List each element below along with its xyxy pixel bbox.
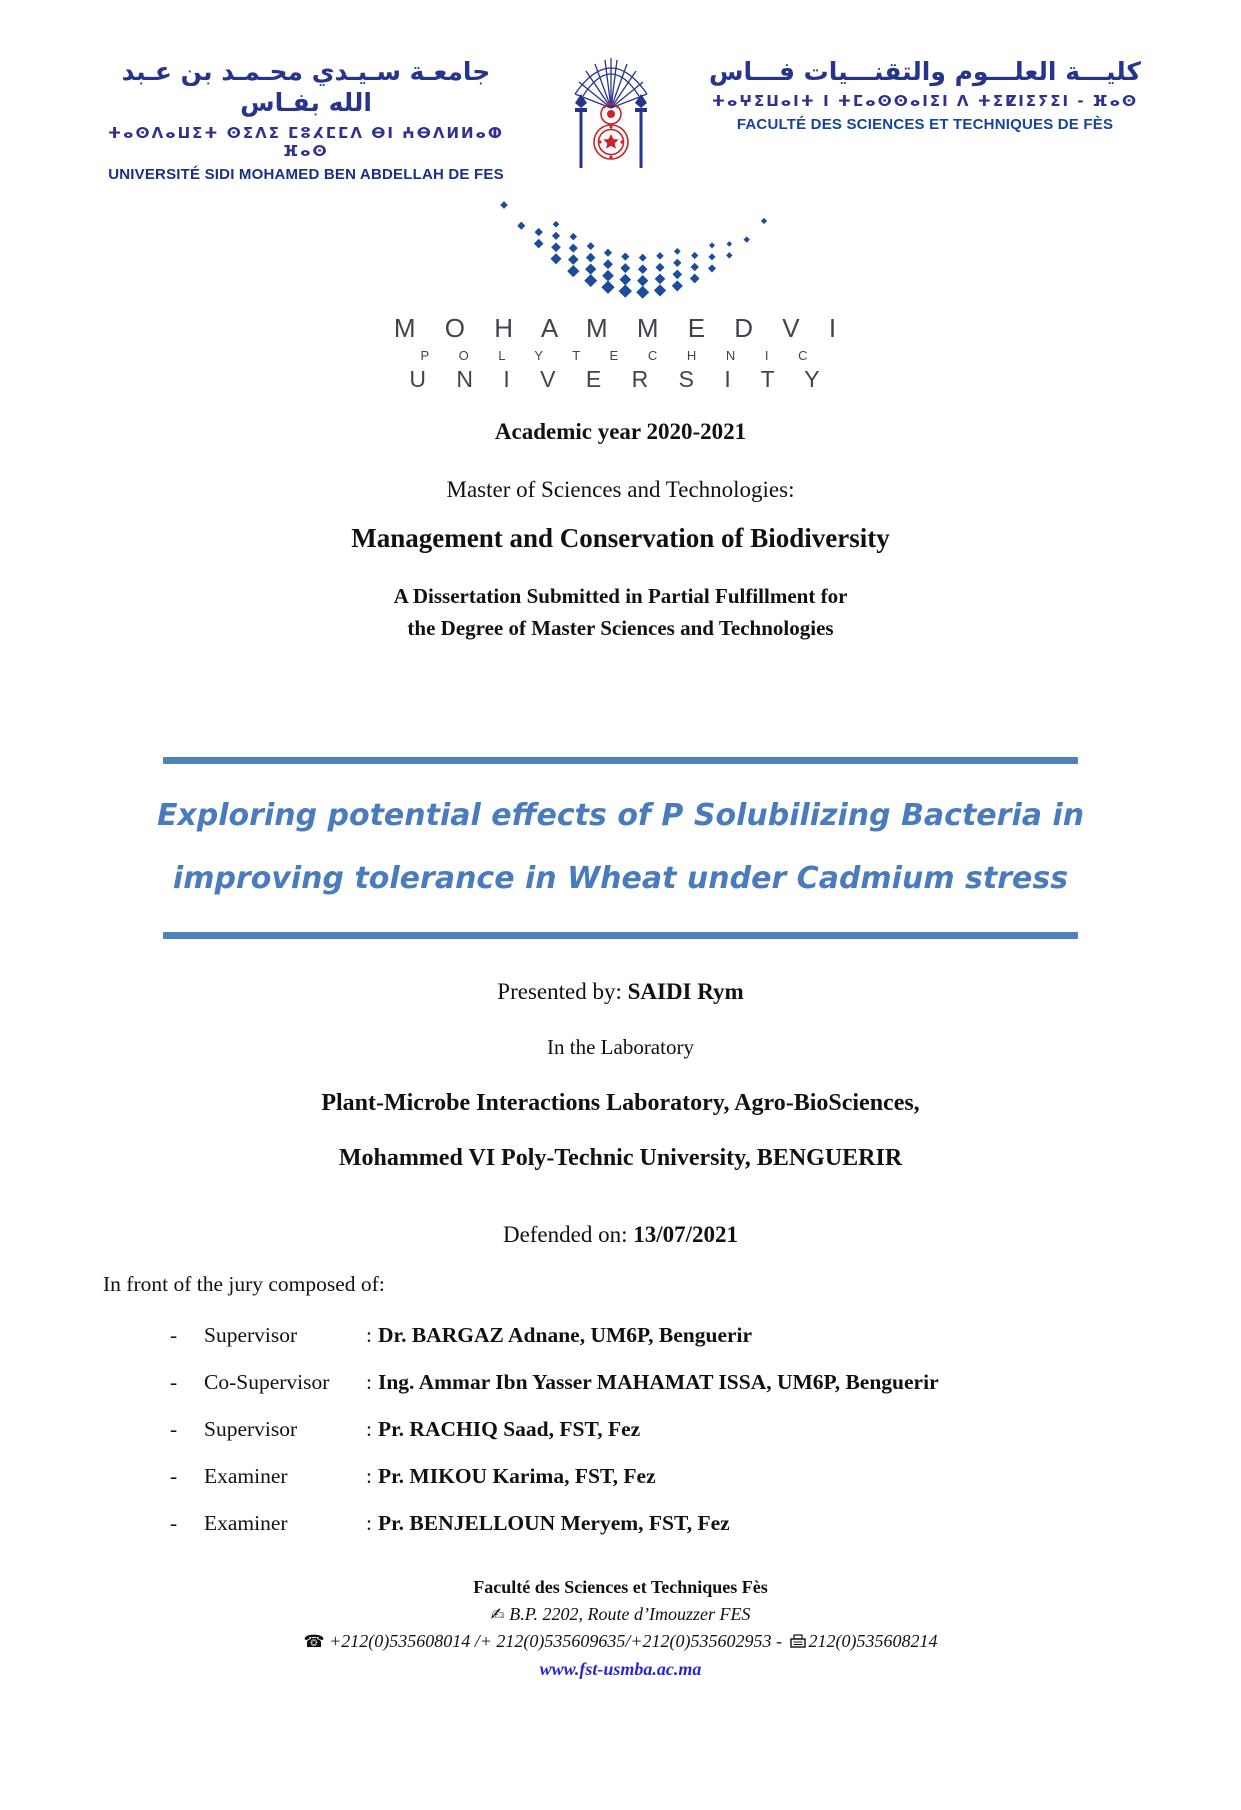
jury-role: Supervisor: [204, 1416, 298, 1441]
dissertation-line1: A Dissertation Submitted in Partial Fulfillment for: [393, 583, 848, 608]
jury-dash: -: [170, 1369, 178, 1394]
fst-french-name: FACULTÉ DES SCIENCES ET TECHNIQUES DE FÈS: [736, 116, 1114, 134]
footer-phone-numbers: +212(0)535608014 /+ 212(0)535609635/+212(0)535602953 -: [329, 1631, 787, 1652]
presented-by: [0, 979, 1241, 1005]
um6p-wordmark-line2: P O L Y T E C H N I C: [420, 347, 821, 363]
dissertation-statement: [0, 580, 1241, 645]
laboratory-university: Mohammed VI Poly-Technic University, BENGUERIR: [338, 1144, 903, 1171]
defense-date-value: 13/07/2021: [633, 1221, 739, 1247]
usmba-logo-block: [96, 56, 516, 183]
jury-role: Examiner: [204, 1510, 288, 1535]
page-footer: [0, 1574, 1241, 1683]
laboratory-name: Plant-Microbe Interactions Laboratory, Agro-BioSciences,: [321, 1089, 920, 1116]
jury-row: [170, 1323, 1241, 1348]
dissertation-title-page: [0, 56, 1241, 1810]
program-name: Management and Conservation of Biodiversity: [351, 522, 890, 553]
jury-dash: -: [170, 1463, 178, 1488]
defense-label: Defended on:: [502, 1221, 634, 1247]
um6p-wordmark-line3: U N I V E R S I T Y: [409, 365, 832, 392]
dissertation-line2: the Degree of Master Sciences and Technologies: [407, 616, 834, 641]
writing-hand-icon: ✍: [490, 1604, 505, 1625]
um6p-logo: [0, 199, 1241, 393]
thesis-title: [0, 784, 1241, 910]
footer-address-text: B.P. 2202, Route d’Imouzzer FES: [509, 1603, 751, 1624]
footer-contacts: [0, 1628, 1241, 1656]
footer-address: [0, 1601, 1241, 1629]
academic-year: Academic year 2020-2021: [494, 418, 747, 444]
jury-row: [170, 1370, 1241, 1395]
jury-role: Supervisor: [204, 1322, 298, 1347]
jury-dash: -: [170, 1416, 178, 1441]
jury-role: Examiner: [204, 1463, 288, 1488]
phone-icon: ☎: [303, 1632, 325, 1653]
jury-dash: -: [170, 1322, 178, 1347]
um6p-diamond-swoosh-icon: [456, 199, 786, 311]
footer-fax-number: 212(0)535608214: [808, 1631, 938, 1652]
institutional-header: [96, 56, 1145, 183]
fst-arabic-name: كليـــة العلـــوم والتقنـــيات فـــاس: [709, 57, 1141, 86]
jury-colon: :: [366, 1510, 372, 1535]
jury-member-name: Dr. BARGAZ Adnane, UM6P, Benguerir: [377, 1322, 753, 1347]
jury-dash: -: [170, 1510, 178, 1535]
jury-colon: :: [366, 1322, 372, 1347]
thesis-title-line1: Exploring potential effects of P Solubilizing Bacteria in: [156, 797, 1085, 833]
jury-colon: :: [366, 1369, 372, 1394]
laboratory-intro: In the Laboratory: [547, 1034, 694, 1059]
usmba-crest-icon: [567, 56, 655, 179]
jury-row: [170, 1511, 1241, 1536]
jury-colon: :: [366, 1416, 372, 1441]
footer-faculty: Faculté des Sciences et Techniques Fès: [473, 1576, 768, 1597]
title-rule-bottom: [163, 932, 1078, 939]
jury-member-name: Pr. MIKOU Karima, FST, Fez: [377, 1463, 656, 1488]
jury-colon: :: [366, 1463, 372, 1488]
usmba-arabic-name: جامعـة سـيـدي محـمـد بن عـبد الله بفـاس: [121, 57, 491, 118]
thesis-title-line2: improving tolerance in Wheat under Cadmium stress: [172, 860, 1069, 896]
um6p-wordmark-line1: M O H A M M E D V I: [393, 312, 848, 343]
jury-member-name: Pr. BENJELLOUN Meryem, FST, Fez: [377, 1510, 730, 1535]
fst-logo-block: [705, 56, 1145, 133]
usmba-tifinagh-name: ⵜⴰⵙⴷⴰⵡⵉⵜ ⵙⵉⴷⵉ ⵎⵓⵃⵎⵎⴷ ⴱⵏ ⵄⴱⴷⵍⵍⴰⵀ ⴼⴰⵙ: [107, 123, 505, 160]
defense-date: [0, 1222, 1241, 1248]
jury-row: [170, 1464, 1241, 1489]
usmba-french-name: UNIVERSITÉ SIDI MOHAMED BEN ABDELLAH DE FES: [108, 165, 504, 183]
program-intro: Master of Sciences and Technologies:: [446, 476, 795, 502]
jury-row: [170, 1417, 1241, 1442]
jury-member-name: Ing. Ammar Ibn Yasser MAHAMAT ISSA, UM6P, Benguerir: [377, 1369, 939, 1394]
presented-by-label: Presented by:: [497, 978, 628, 1004]
fst-tifinagh-name: ⵜⴰⵖⵉⵡⴰⵏⵜ ⵏ ⵜⵎⴰⵙⵙⴰⵏⵉⵏ ⴷ ⵜⵉⵇⵏⵉⵢⵉⵏ - ⴼⴰⵙ: [711, 92, 1139, 111]
website-link[interactable]: www.fst-usmba.ac.ma: [539, 1658, 702, 1679]
fax-icon: [790, 1634, 806, 1649]
jury-intro: In front of the jury composed of:: [103, 1271, 385, 1296]
title-rule-top: [163, 757, 1078, 764]
author-name: SAIDI Rym: [627, 978, 744, 1004]
jury-list: [170, 1323, 1241, 1536]
jury-role: Co-Supervisor: [204, 1369, 330, 1394]
jury-member-name: Pr. RACHIQ Saad, FST, Fez: [377, 1416, 641, 1441]
